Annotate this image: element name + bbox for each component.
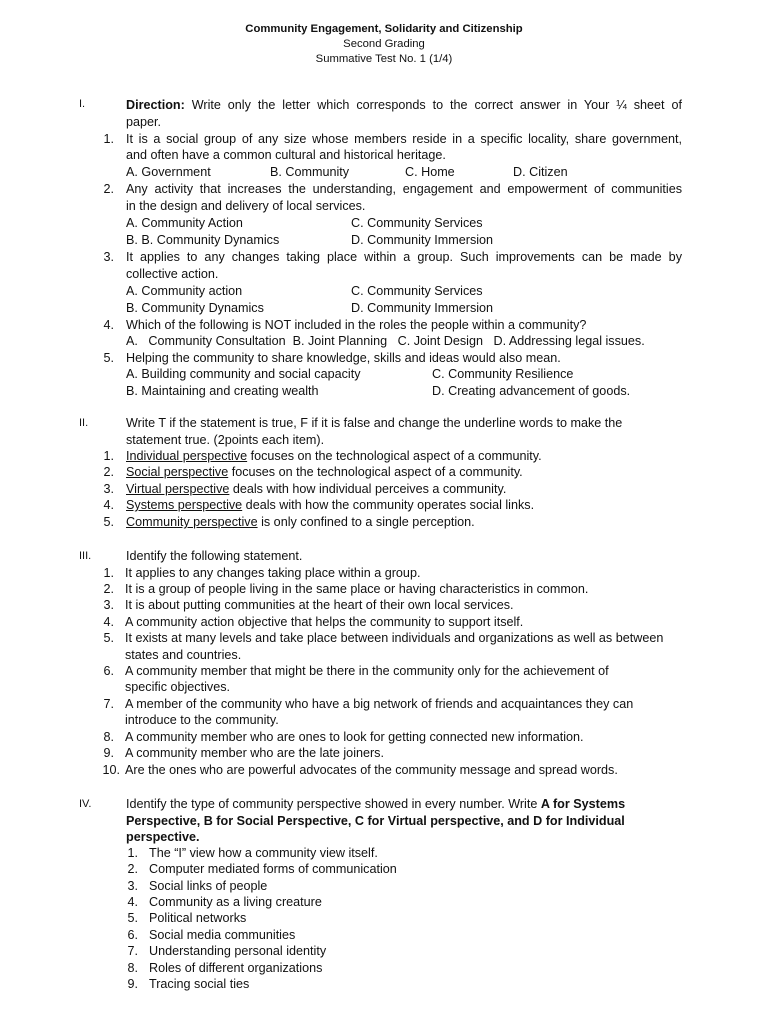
perspective-item: Roles of different organizations <box>149 961 323 975</box>
identify-item: A member of the community who have a big network of friends and acquaintances they can <box>125 697 634 711</box>
item-number: 9. <box>103 746 114 760</box>
underlined-term: Community perspective <box>126 515 258 529</box>
choice-b: B. Community Dynamics <box>126 301 264 315</box>
item-number: 8. <box>127 961 138 975</box>
question-number: 3. <box>103 250 114 264</box>
choice-c: C. Home <box>405 165 455 179</box>
question-text: Any activity that increases the understanding, engagement and empowerment of communities <box>126 182 682 196</box>
item-number: 5. <box>103 515 114 529</box>
perspective-item: Community as a living creature <box>149 895 322 909</box>
choice-c: C. Community Services <box>351 284 483 298</box>
item-number: 7. <box>103 697 114 711</box>
item-number: 4. <box>127 895 138 909</box>
tf-text: deals with how individual perceives a community. <box>229 482 507 496</box>
question-number: 1. <box>103 132 114 146</box>
item-number: 6. <box>127 928 138 942</box>
perspective-item: Computer mediated forms of communication <box>149 862 397 876</box>
choice-a: A. Community Action <box>126 216 243 230</box>
part4-instruction <box>126 796 625 812</box>
item-number: 3. <box>103 598 114 612</box>
part1-roman: I. <box>79 98 86 110</box>
tf-text: is only confined to a single perception. <box>257 515 475 529</box>
identify-item: A community member that might be there in the community only for the achievement of <box>125 664 609 678</box>
identify-item: It exists at many levels and take place between individuals and organizations as well as between <box>125 631 664 645</box>
choice-a: A. Building community and social capacity <box>126 367 361 381</box>
identify-item: It applies to any changes taking place within a group. <box>125 566 421 580</box>
direction-text-2: paper. <box>126 115 162 129</box>
underlined-term: Individual perspective <box>126 449 248 463</box>
choice-b: B. B. Community Dynamics <box>126 233 280 247</box>
question-number: 5. <box>103 351 114 365</box>
identify-item: Are the ones who are powerful advocates of the community message and spread words. <box>125 763 618 777</box>
direction-text: Write only the letter which corresponds to the correct answer in Your ¼ sheet of <box>184 98 682 112</box>
identify-item-cont: introduce to the community. <box>125 713 279 727</box>
choice-b: B. Community <box>270 165 350 179</box>
tf-item <box>126 497 534 513</box>
item-number: 2. <box>103 465 114 479</box>
part2-instruction: statement true. (2points each item). <box>126 433 325 447</box>
choice-c: C. Community Resilience <box>432 367 574 381</box>
perspective-item: Political networks <box>149 911 247 925</box>
underlined-term: Social perspective <box>126 465 229 479</box>
tf-item <box>126 464 523 480</box>
instruction-key: Perspective, B for Social Perspective, C for Virtual perspective, and D for Individual <box>126 814 625 828</box>
direction-label: Direction: <box>126 98 185 112</box>
perspective-item: The “I” view how a community view itself. <box>149 846 378 860</box>
item-number: 1. <box>103 449 114 463</box>
question-text: It applies to any changes taking place within a group. Such improvements can be made by <box>126 250 682 264</box>
question-text: collective action. <box>126 267 219 281</box>
identify-item: A community member who are ones to look for getting connected new information. <box>125 730 584 744</box>
question-number: 2. <box>103 182 114 196</box>
choice-d: D. Community Immersion <box>351 233 494 247</box>
identify-item: It is a group of people living in the same place or having characteristics in common. <box>125 582 589 596</box>
item-number: 1. <box>127 846 138 860</box>
question-text: Helping the community to share knowledge, skills and ideas would also mean. <box>126 351 561 365</box>
part1-direction <box>126 97 682 113</box>
choice-a: A. Government <box>126 165 211 179</box>
item-number: 8. <box>103 730 114 744</box>
tf-text: focuses on the technological aspect of a community. <box>228 465 523 479</box>
tf-item <box>126 514 475 530</box>
part4-roman: IV. <box>79 798 92 810</box>
part2-roman: II. <box>79 417 89 429</box>
item-number: 2. <box>127 862 138 876</box>
perspective-item: Social links of people <box>149 879 268 893</box>
test-name: Summative Test No. 1 (1/4) <box>315 53 453 65</box>
part3-instruction: Identify the following statement. <box>126 549 303 563</box>
question-text: in the design and delivery of local services. <box>126 199 366 213</box>
question-text: and often have a common cultural and historical heritage. <box>126 148 446 162</box>
instruction-key: perspective. <box>126 830 200 844</box>
instruction-key: A for Systems <box>540 797 626 811</box>
question-text: It is a social group of any size whose members reside in a specific locality, share government, <box>126 132 682 146</box>
choice-b: B. Maintaining and creating wealth <box>126 384 319 398</box>
identify-item-cont: states and countries. <box>125 648 242 662</box>
item-number: 7. <box>127 944 138 958</box>
choice-d: D. Citizen <box>513 165 568 179</box>
perspective-item: Tracing social ties <box>149 977 250 991</box>
item-number: 5. <box>103 631 114 645</box>
question-text: Which of the following is NOT included in the roles the people within a community? <box>126 318 587 332</box>
item-number: 4. <box>103 615 114 629</box>
choice-d: D. Creating advancement of goods. <box>432 384 631 398</box>
tf-text: focuses on the technological aspect of a community. <box>247 449 542 463</box>
choice-a: A. Community action <box>126 284 243 298</box>
choice-row: A. Community Consultation B. Joint Planning C. Joint Design D. Addressing legal issues. <box>126 334 645 348</box>
item-number: 10. <box>102 763 120 777</box>
item-number: 1. <box>103 566 114 580</box>
tf-item <box>126 481 506 497</box>
item-number: 6. <box>103 664 114 678</box>
item-number: 3. <box>103 482 114 496</box>
document-subtitle: Second Grading <box>343 38 425 50</box>
underlined-term: Systems perspective <box>126 498 243 512</box>
part3-roman: III. <box>79 550 92 562</box>
item-number: 9. <box>127 977 138 991</box>
item-number: 2. <box>103 582 114 596</box>
identify-item: A community action objective that helps the community to support itself. <box>125 615 524 629</box>
underlined-term: Virtual perspective <box>126 482 230 496</box>
identify-item: It is about putting communities at the heart of their own local services. <box>125 598 514 612</box>
perspective-item: Social media communities <box>149 928 296 942</box>
item-number: 4. <box>103 498 114 512</box>
document-title: Community Engagement, Solidarity and Citizenship <box>245 23 523 35</box>
part2-instruction: Write T if the statement is true, F if it is false and change the underline words to make the <box>126 416 623 430</box>
question-number: 4. <box>103 318 114 332</box>
tf-item <box>126 448 542 464</box>
choice-d: D. Community Immersion <box>351 301 494 315</box>
item-number: 3. <box>127 879 138 893</box>
perspective-item: Understanding personal identity <box>149 944 327 958</box>
item-number: 5. <box>127 911 138 925</box>
instruction-text: Identify the type of community perspective showed in every number. Write <box>126 797 541 811</box>
identify-item: A community member who are the late joiners. <box>125 746 384 760</box>
identify-item-cont: specific objectives. <box>125 680 230 694</box>
choice-c: C. Community Services <box>351 216 483 230</box>
tf-text: deals with how the community operates social links. <box>242 498 535 512</box>
